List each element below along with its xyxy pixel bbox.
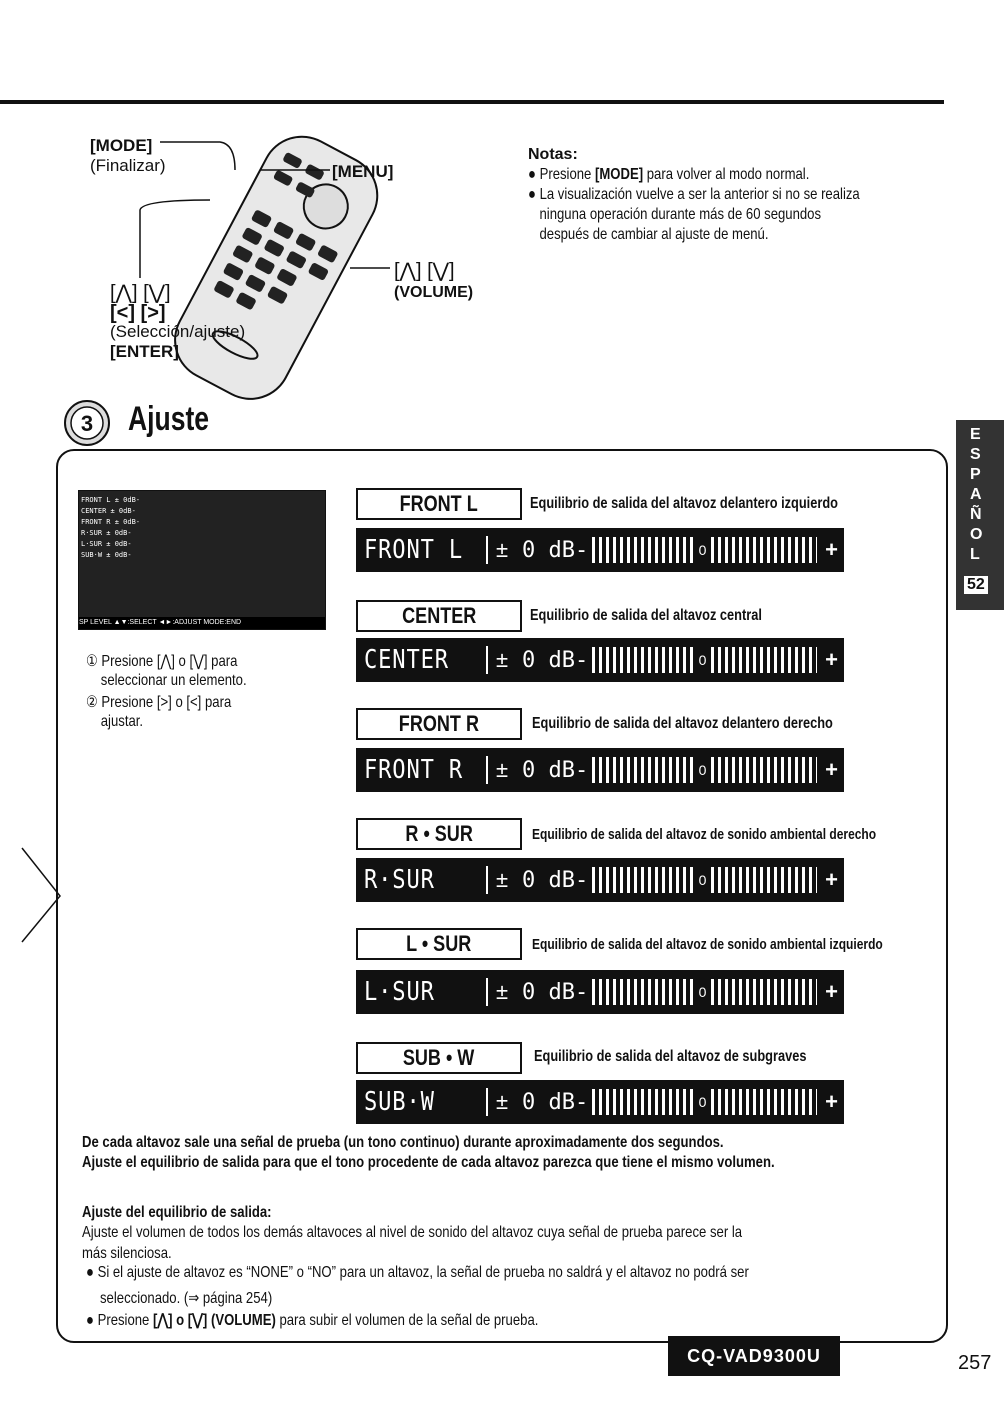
bullet-icon: ● (86, 1264, 98, 1281)
lcd-center-mark: 0 (696, 1089, 710, 1115)
lcd-db: 0 dB- (522, 757, 589, 783)
lcd-db: 0 dB- (522, 537, 589, 563)
lcd-plus: + (825, 537, 838, 562)
lcd-plus: + (825, 867, 838, 892)
speaker-box-front-l: FRONT L (356, 488, 522, 520)
volume-label: (VOLUME) (394, 284, 474, 301)
side-tab-letter: P (970, 466, 981, 483)
body-paragraph-line-2: más silenciosa. (82, 1245, 172, 1262)
step-number: 3 (80, 411, 94, 436)
volume-arrows-label: [⋀] [⋁] (394, 260, 455, 282)
step-2: ② Presione [>] o [<] para (86, 694, 232, 711)
side-tab-letter: L (970, 546, 980, 563)
body-bullet-2: ● Presione [⋀] o [⋁] (VOLUME) para subir el volumen de la señal de prueba. (86, 1312, 539, 1329)
speaker-box-front-r: FRONT R (356, 708, 522, 740)
lcd-speaker-name: R·SUR (364, 865, 435, 895)
lcd-center-mark: 0 (696, 757, 710, 783)
screen-row: FRONT L ± 0dB- (81, 496, 141, 504)
lcd-plus-minus: ± (496, 537, 509, 562)
lcd-level-bar (592, 757, 817, 783)
lcd-separator (486, 866, 488, 894)
speaker-desc-front-r: Equilibrio de salida del altavoz delantero derecho (532, 715, 833, 732)
side-tab-letter: S (970, 446, 981, 463)
speaker-level-screen (78, 490, 326, 630)
lcd-level-bar (592, 867, 817, 893)
notes-title: Notas: (528, 146, 578, 163)
step-1: ① Presione [⋀] o [⋁] para (86, 653, 238, 670)
lcd-center-mark: 0 (696, 867, 710, 893)
page-number: 257 (958, 1352, 992, 1374)
lcd-front-l (356, 528, 844, 572)
lcd-speaker-name: FRONT R (364, 755, 464, 785)
note-item-2: ● La visualización vuelve a ser la anterior si no se realiza (528, 186, 860, 203)
side-tab-letter: Ñ (970, 506, 982, 523)
lcd-level-bar (592, 1089, 817, 1115)
speaker-box-r-sur: R • SUR (356, 818, 522, 850)
mode-label: [MODE] (90, 136, 153, 155)
lcd-plus-minus: ± (496, 979, 509, 1004)
lcd-plus: + (825, 757, 838, 782)
bullet-icon: ● (528, 166, 540, 183)
lcd-plus-minus: ± (496, 867, 509, 892)
lcd-r-sur (356, 858, 844, 902)
lcd-speaker-name: L·SUR (364, 977, 435, 1007)
side-tab-page: 52 (964, 576, 988, 594)
speaker-box-center: CENTER (356, 600, 522, 632)
lcd-level-bar (592, 979, 817, 1005)
speaker-desc-l-sur: Equilibrio de salida del altavoz de sonido ambiental izquierdo (532, 936, 883, 953)
lcd-front-r (356, 748, 844, 792)
arrow-keys-label-left-right: [<] [>] (110, 302, 166, 324)
bullet-icon: ● (86, 1312, 98, 1329)
speaker-desc-r-sur: Equilibrio de salida del altavoz de sonido ambiental derecho (532, 826, 877, 843)
lcd-plus-minus: ± (496, 1089, 509, 1114)
side-tab-letter: E (970, 426, 981, 443)
lcd-center-mark: 0 (696, 979, 710, 1005)
section-title: Ajuste (128, 400, 210, 438)
note-item-2-line-3: después de cambiar al ajuste de menú. (539, 226, 769, 243)
lcd-plus: + (825, 1089, 838, 1114)
lcd-l-sur (356, 970, 844, 1014)
lcd-speaker-name: FRONT L (364, 535, 464, 565)
step-number-3-icon (62, 398, 112, 448)
screen-row: FRONT R ± 0dB- (81, 518, 141, 526)
body-bold-line-1: De cada altavoz sale una señal de prueba (un tono continuo) durante aproximadamente dos segundos. (82, 1134, 724, 1151)
speaker-desc-front-l: Equilibrio de salida del altavoz delantero izquierdo (530, 495, 838, 512)
speaker-desc-center: Equilibrio de salida del altavoz central (530, 607, 762, 624)
bullet-icon: ● (528, 186, 540, 203)
lcd-level-bar (592, 647, 817, 673)
lcd-center-mark: 0 (696, 537, 710, 563)
lcd-separator (486, 756, 488, 784)
language-side-tab (956, 420, 1004, 610)
screen-rows (81, 495, 140, 561)
body-subtitle: Ajuste del equilibrio de salida: (82, 1204, 272, 1221)
circled-2-icon: ② (86, 694, 102, 711)
lcd-level-bar (592, 537, 817, 563)
note-item-1: ● Presione [MODE] para volver al modo normal. (528, 166, 810, 183)
screen-row: CENTER ± 0dB- (81, 507, 136, 515)
lcd-plus: + (825, 979, 838, 1004)
speaker-box-l-sur: L • SUR (356, 928, 522, 960)
screen-row: SUB·W ± 0dB- (81, 551, 132, 559)
enter-label: [ENTER] (110, 342, 179, 361)
note-item-2-line-2: ninguna operación durante más de 60 segundos (539, 206, 822, 223)
step-1-line-2: seleccionar un elemento. (100, 672, 247, 689)
lcd-plus-minus: ± (496, 757, 509, 782)
lcd-separator (486, 1088, 488, 1116)
lcd-speaker-name: CENTER (364, 645, 449, 675)
finalize-label: (Finalizar) (90, 156, 166, 175)
top-rule (0, 100, 944, 104)
notes-block (528, 146, 933, 244)
select-adjust-label: (Selección/ajuste) (110, 322, 246, 341)
lcd-center-mark: 0 (696, 647, 710, 673)
screen-bottom-bar: SP LEVEL ▲▼:SELECT ◄►:ADJUST MODE:END (79, 617, 325, 629)
lcd-center (356, 638, 844, 682)
lcd-db: 0 dB- (522, 867, 589, 893)
speaker-box-sub-w: SUB • W (356, 1042, 522, 1074)
arrow-keys-label-up-down: [⋀] [⋁] (110, 282, 171, 304)
body-bullet-1-line-2: seleccionado. (⇒ página 254) (100, 1290, 273, 1307)
step-2-line-2: ajustar. (100, 713, 144, 730)
lcd-sub-w (356, 1080, 844, 1124)
lcd-plus-minus: ± (496, 647, 509, 672)
body-bold-line-2: Ajuste el equilibrio de salida para que el tono procedente de cada altavoz parezca que tiene el mismo volumen. (82, 1154, 775, 1171)
lcd-separator (486, 536, 488, 564)
circled-1-icon: ① (86, 653, 102, 670)
lcd-separator (486, 978, 488, 1006)
menu-label: [MENU] (332, 162, 394, 181)
screen-row: L·SUR ± 0dB- (81, 540, 132, 548)
lcd-db: 0 dB- (522, 647, 589, 673)
model-badge: CQ-VAD9300U (668, 1336, 840, 1376)
lcd-db: 0 dB- (522, 1089, 589, 1115)
body-paragraph-line-1: Ajuste el volumen de todos los demás altavoces al nivel de sonido del altavoz cuya señal de prueba parece ser la (82, 1224, 743, 1241)
lcd-separator (486, 646, 488, 674)
lcd-db: 0 dB- (522, 979, 589, 1005)
side-tab-letter: O (970, 526, 983, 543)
body-bullet-1: ● Si el ajuste de altavoz es “NONE” o “NO” para un altavoz, la señal de prueba no saldrá y el altavoz no podrá ser (86, 1264, 749, 1281)
screen-row: R·SUR ± 0dB- (81, 529, 132, 537)
lcd-plus: + (825, 647, 838, 672)
lcd-speaker-name: SUB·W (364, 1087, 435, 1117)
side-tab-letter: A (970, 486, 982, 503)
speaker-desc-sub-w: Equilibrio de salida del altavoz de subgraves (534, 1048, 807, 1065)
steps-block (86, 652, 282, 731)
